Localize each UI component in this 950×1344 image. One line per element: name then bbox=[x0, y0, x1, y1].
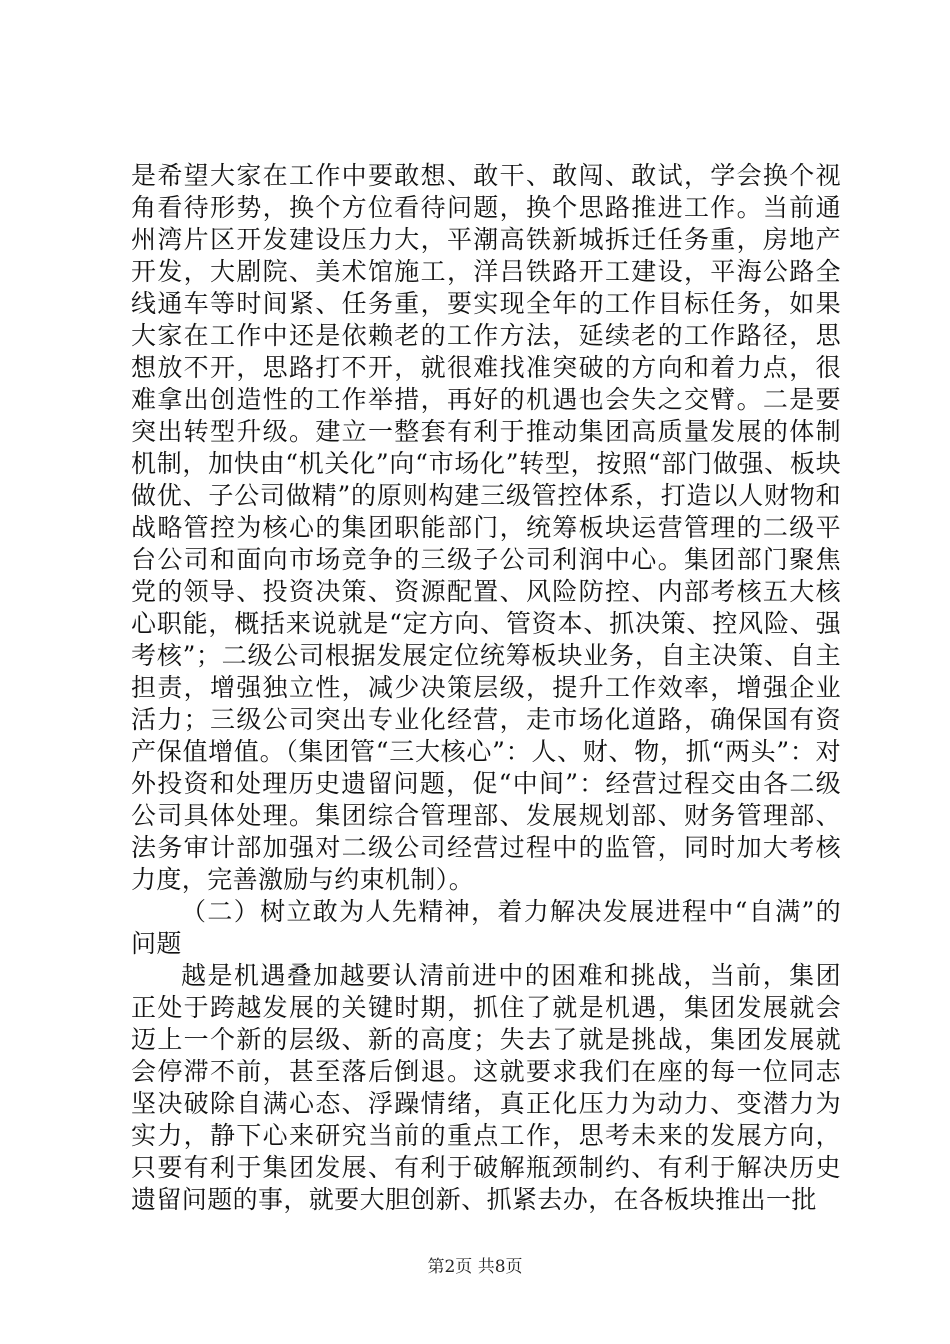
document-body bbox=[131, 160, 841, 1216]
paragraph-continued: 是希望大家在工作中要敢想、敢干、敢闯、敢试，学会换个视角看待形势，换个方位看待问题，换个思路推进工作。当前通州湾片区开发建设压力大，平潮高铁新城拆迁任务重，房地产开发，大剧院、美术馆施工，洋吕铁路开工建设，平海公路全线通车等时间紧、任务重，要实现全年的工作目标任务，如果大家在工作中还是依赖老的工作方法，延续老的工作路径，思想放不开，思路打不开，就很难找准突破的方向和着力点，很难拿出创造性的工作举措，再好的机遇也会失之交臂。二是要突出转型升级。建立一整套有利于推动集团高质量发展的体制机制，加快由“机关化”向“市场化”转型，按照“部门做强、板块做优、子公司做精”的原则构建三级管控体系，打造以人财物和战略管控为核心的集团职能部门，统筹板块运营管理的二级平台公司和面向市场竞争的三级子公司利润中心。集团部门聚焦党的领导、投资决策、资源配置、风险防控、内部考核五大核心职能，概括来说就是“定方向、管资本、抓决策、控风险、强考核”；二级公司根据发展定位统筹板块业务，自主决策、自主担责，增强独立性，减少决策层级，提升工作效率，增强企业活力；三级公司突出专业化经营，走市场化道路，确保国有资产保值增值。（集团管“三大核心”：人、财、物，抓“两头”：对外投资和处理历史遗留问题，促“中间”：经营过程交由各二级公司具体处理。集团综合管理部、发展规划部、财务管理部、法务审计部加强对二级公司经营过程中的监管，同时加大考核力度，完善激励与约束机制）。 bbox=[131, 161, 841, 894]
section-heading: （二）树立敢为人先精神，着力解决发展进程中“自满”的问题 bbox=[131, 897, 841, 958]
paragraph: 越是机遇叠加越要认清前进中的困难和挑战，当前，集团正处于跨越发展的关键时期，抓住了就是机遇，集团发展就会迈上一个新的层级、新的高度；失去了就是挑战，集团发展就会停滞不前，甚至落后倒退。这就要求我们在座的每一位同志坚决破除自满心态、浮躁情绪，真正化压力为动力、变潜力为实力，静下心来研究当前的重点工作，思考未来的发展方向，只要有利于集团发展、有利于破解瓶颈制约、有利于解决历史遗留问题的事，就要大胆创新、抓紧去办，在各板块推出一批 bbox=[131, 961, 841, 1214]
page-number-footer: 第2页 共8页 bbox=[427, 1257, 523, 1277]
